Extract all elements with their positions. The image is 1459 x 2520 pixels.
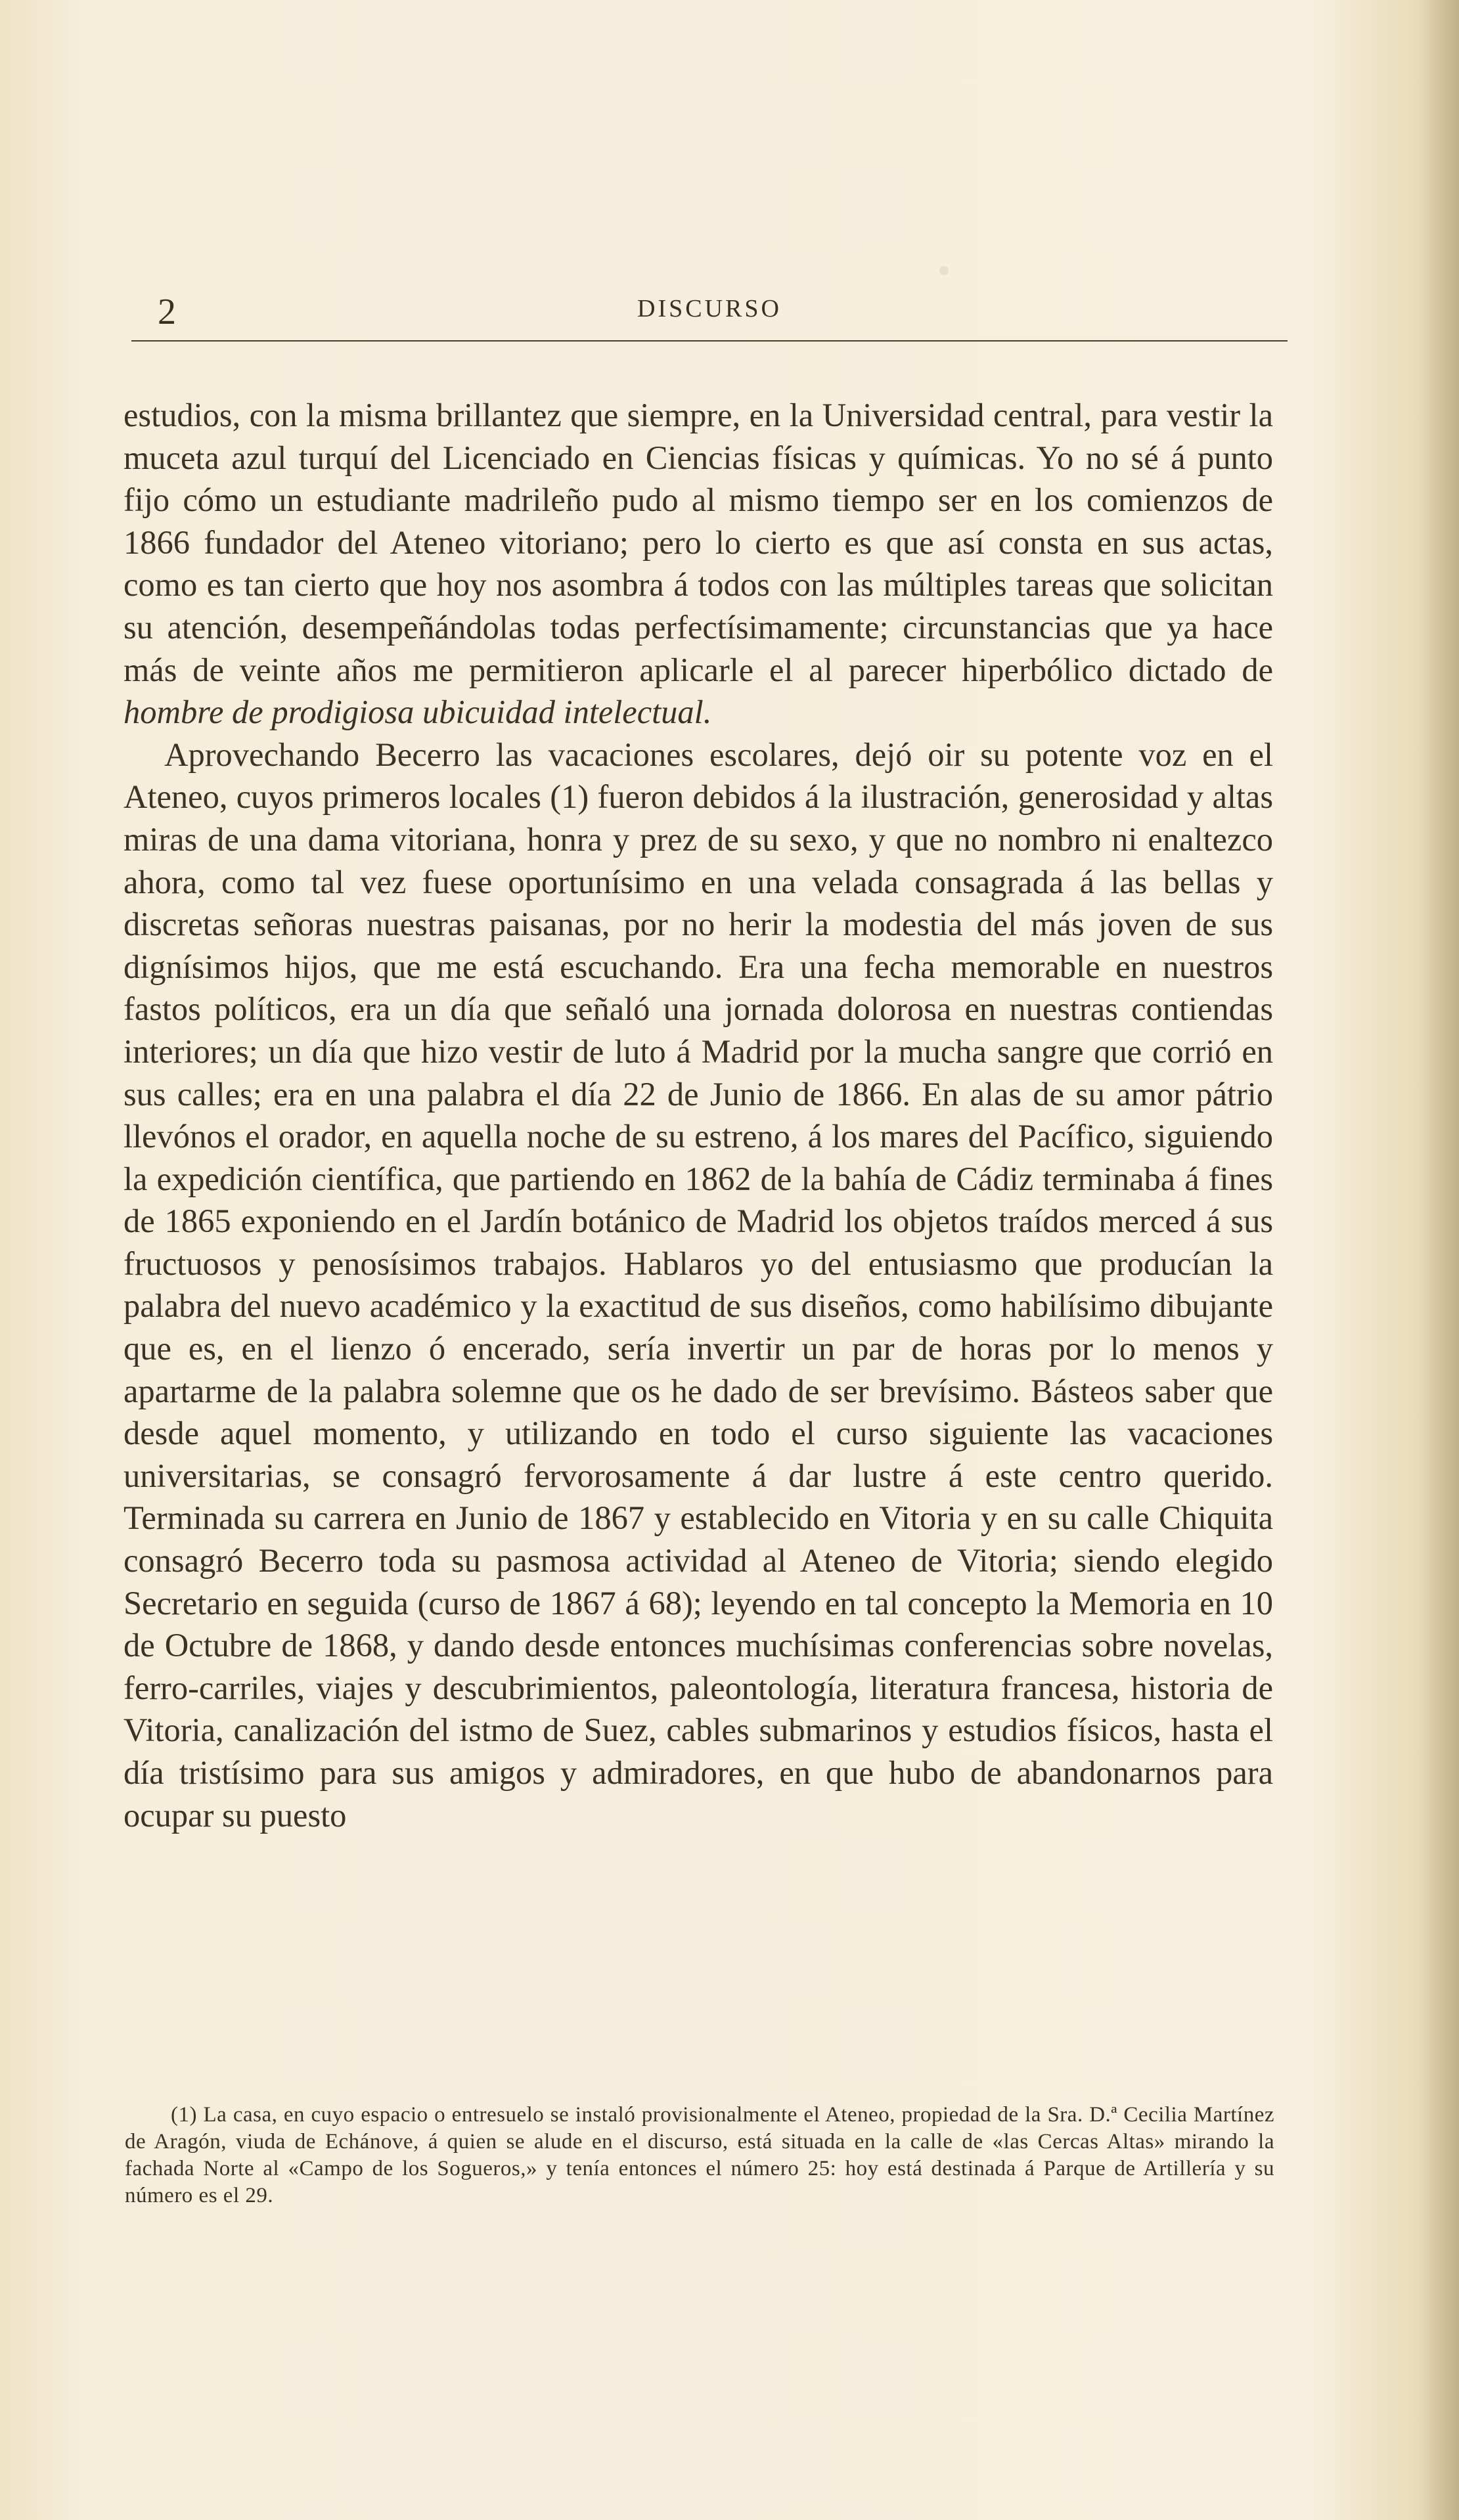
paragraph-1-text: estudios, con la misma brillantez que siempre, en la Universidad central, para vestir la muceta azul turquí del Licenciado en Ciencias físicas y químicas. Yo no sé á punto fijo cómo un estudiante madrileño pudo al mismo tiempo ser en los comienzos de 1866 fundador del Ateneo vitoriano; pero lo cierto es que así consta en sus actas, como es tan cierto que hoy nos asombra á todos con las múltiples tareas que solicitan su atención, desempeñándolas todas perfectísimamente; circunstancias que ya hace más de veinte años me permitieron aplicarle el al parecer hiperbólico dictado de bbox=[123, 397, 1273, 688]
page-header bbox=[131, 289, 1288, 342]
page-number: 2 bbox=[158, 292, 176, 332]
paragraph-1-italic-phrase: hombre de prodigiosa ubicuidad intelectual. bbox=[123, 694, 712, 731]
paragraph-2: Aprovechando Becerro las vacaciones escolares, dejó oir su potente voz en el Ateneo, cuyos primeros locales (1) fueron debidos á la ilustración, generosidad y altas miras de una dama vitoriana, honra y prez de su sexo, y que no nombro ni enaltezco ahora, como tal vez fuese oportunísimo en una velada consagrada á las bellas y discretas señoras nuestras paisanas, por no herir la modestia del más joven de sus dignísimos hijos, que me está escuchando. Era una fecha memorable en nuestros fastos políticos, era un día que señaló una jornada dolorosa en nuestras contiendas interiores; un día que hizo vestir de luto á Madrid por la mucha sangre que corrió en sus calles; era en una palabra el día 22 de Junio de 1866. En alas de su amor pátrio llevónos el orador, en aquella noche de su estreno, á los mares del Pacífico, siguiendo la expedición científica, que partiendo en 1862 de la bahía de Cádiz terminaba á fines de 1865 exponiendo en el Jardín botánico de Madrid los objetos traídos merced á sus fructuosos y penosísimos trabajos. Hablaros yo del entusiasmo que producían la palabra del nuevo académico y la exactitud de sus diseños, como habilísimo dibujante que es, en el lienzo ó encerado, sería invertir un par de horas por lo menos y apartarme de la palabra solemne que os he dado de ser brevísimo. Básteos saber que desde aquel momento, y utilizando en todo el curso siguiente las vacaciones universitarias, se consagró fervorosamente á dar lustre á este centro querido. Terminada su carrera en Junio de 1867 y establecido en Vitoria y en su calle Chiquita consagró Becerro toda su pasmosa actividad al Ateneo de Vitoria; siendo elegido Secretario en seguida (curso de 1867 á 68); leyendo en tal concepto la Memoria en 10 de Octubre de 1868, y dando desde entonces muchísimas conferencias sobre novelas, ferro-carriles, viajes y descubrimientos, paleontología, literatura francesa, historia de Vitoria, canalización del istmo de Suez, cables submarinos y estudios físicos, hasta el día tristísimo para sus amigos y admiradores, en que hubo de abandonarnos para ocupar su puesto bbox=[123, 736, 1273, 1834]
main-text bbox=[123, 394, 1273, 1836]
footnote-text: La casa, en cuyo espacio o entresuelo se instaló provisionalmente el Ateneo, propiedad de la Sra. D.ª Cecilia Martínez de Aragón, viuda de Echánove, á quien se alude en el discurso, está situada en la calle de «las Cercas Altas» mirando la fachada Norte al «Campo de los Sogueros,» y tenía entonces el número 25: hoy está destinada á Parque de Artillería y su número es el 29. bbox=[125, 2103, 1274, 2207]
running-title: DISCURSO bbox=[637, 295, 782, 322]
footnote-marker: (1) bbox=[171, 2103, 204, 2127]
paper-stain bbox=[939, 266, 949, 275]
header-rule bbox=[131, 340, 1288, 342]
footnote bbox=[125, 2102, 1274, 2209]
page-edge-shadow bbox=[1420, 0, 1459, 2520]
paragraph-1 bbox=[123, 394, 1273, 734]
